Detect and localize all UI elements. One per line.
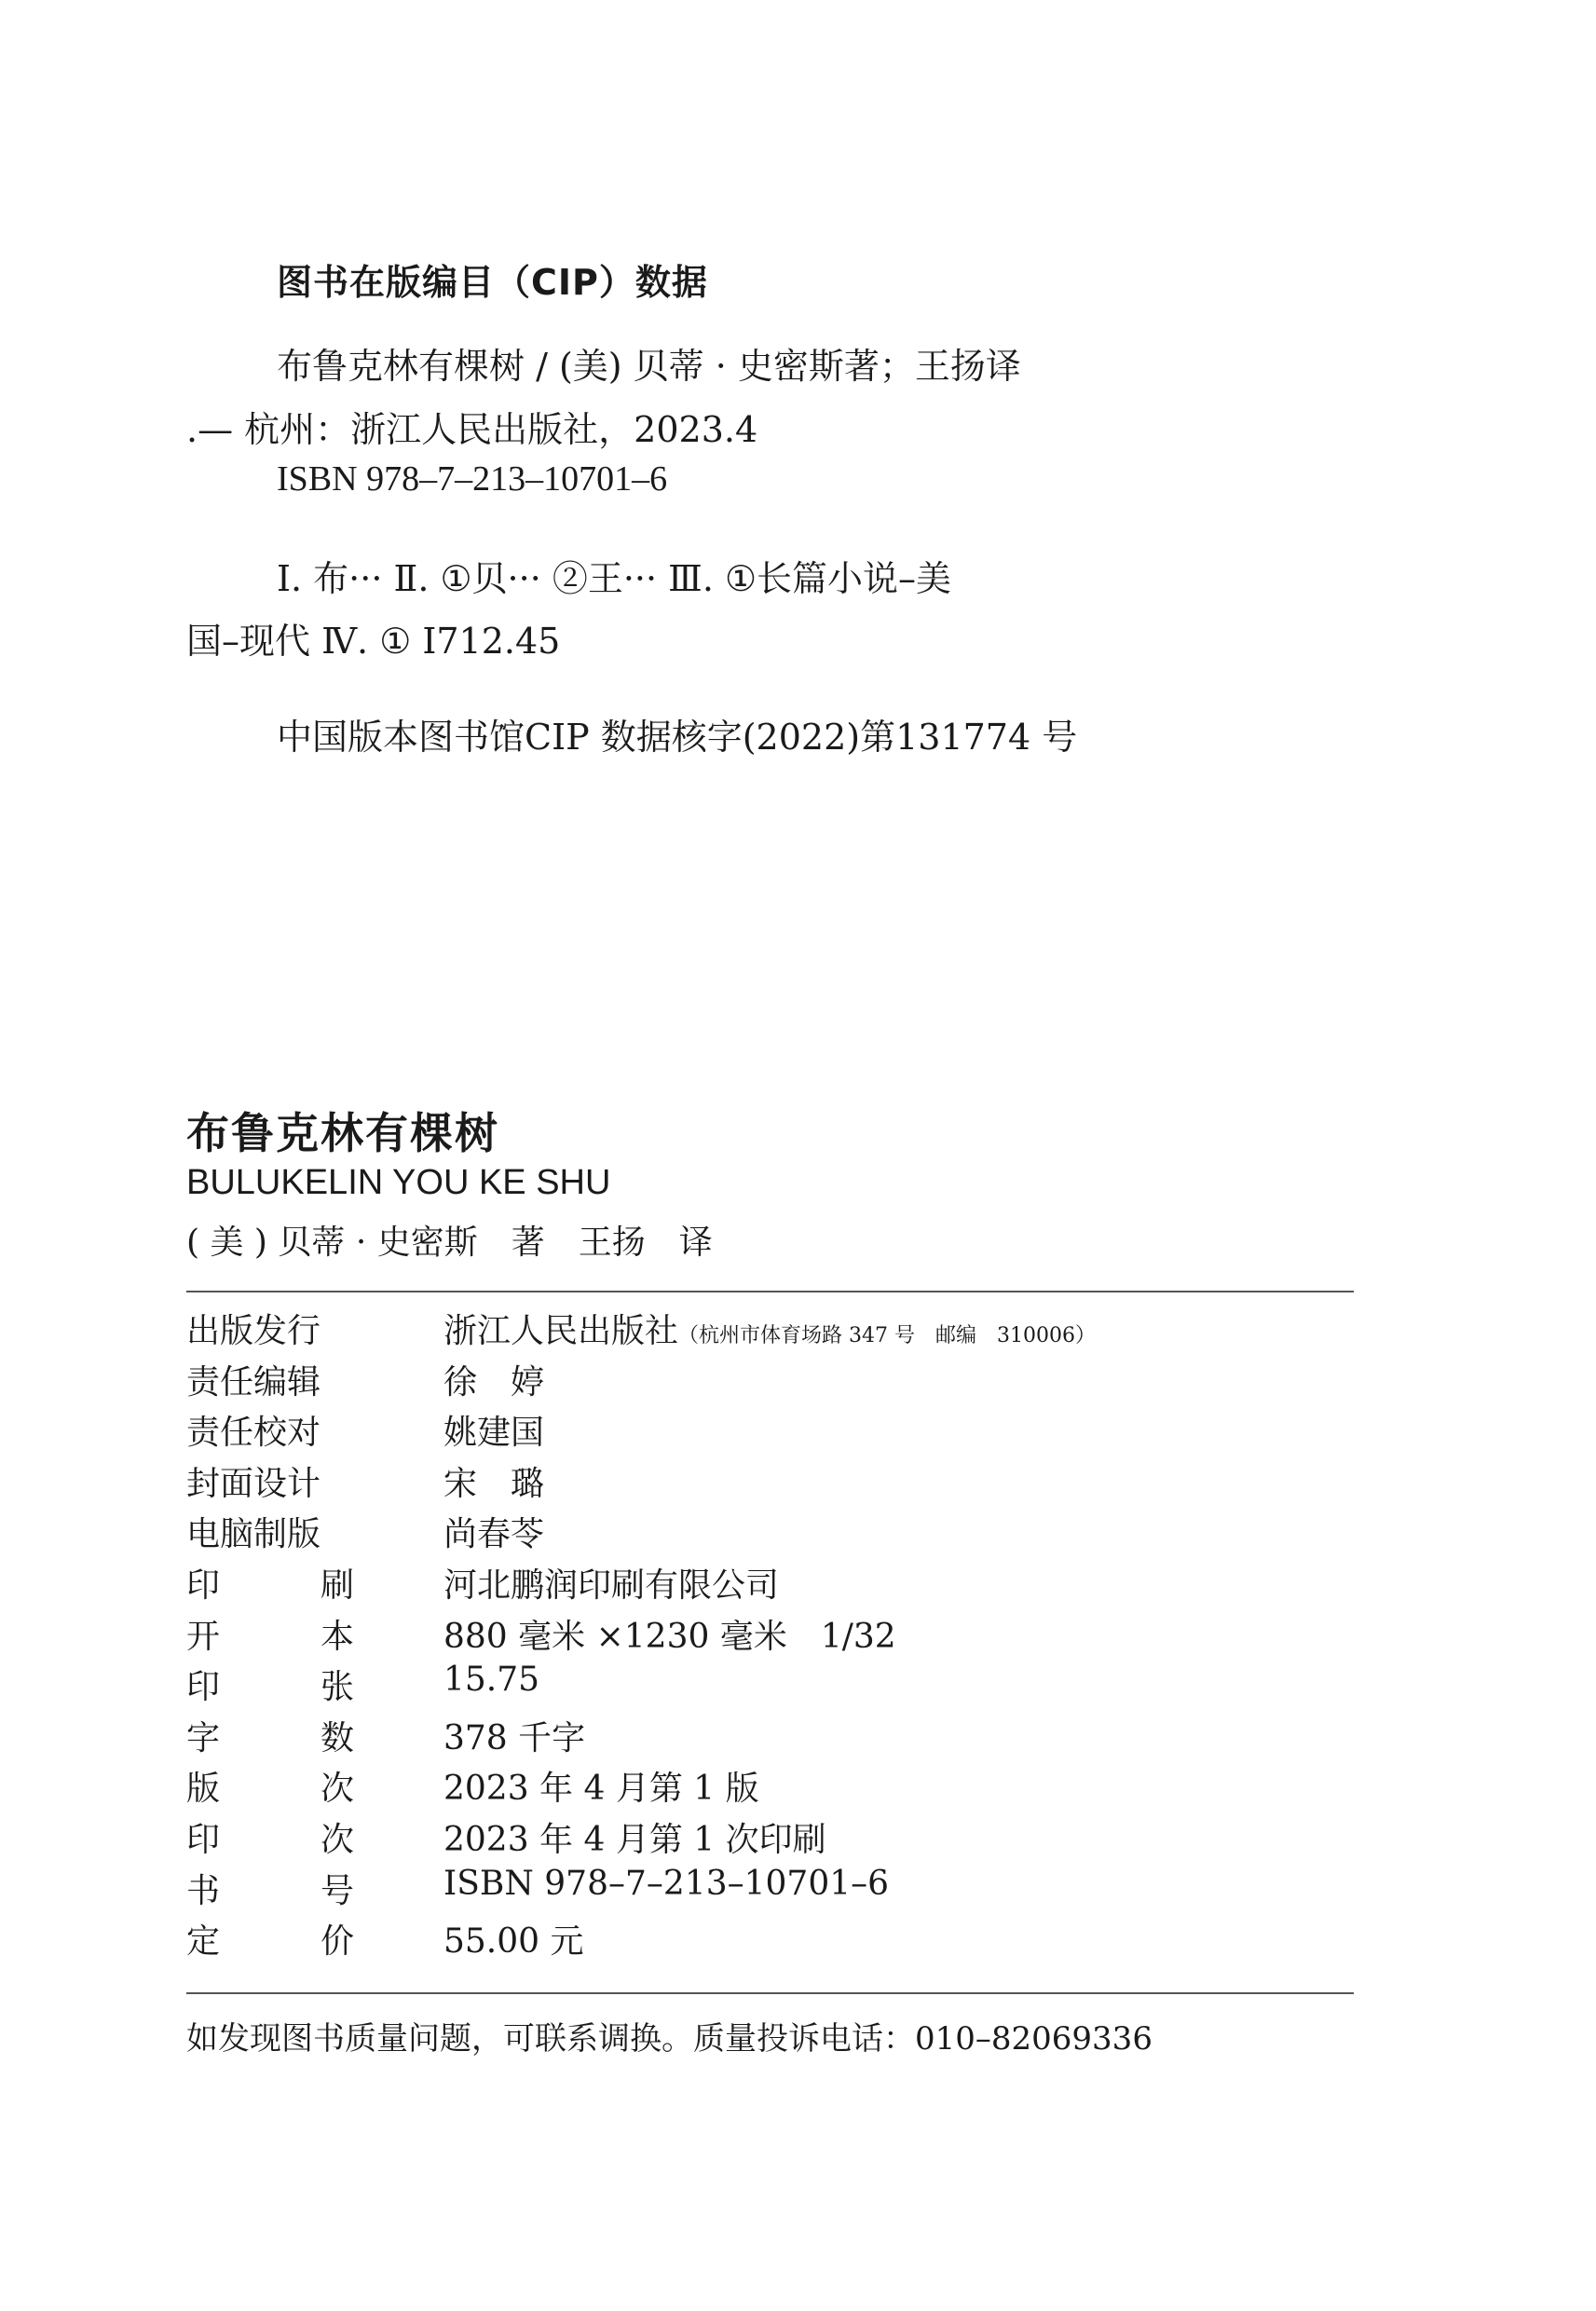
detail-label: 责任编辑 <box>186 1362 321 1402</box>
detail-value: 880 毫米 ×1230 毫米 1/32 <box>443 1617 896 1656</box>
detail-row-typesetting <box>186 1508 1354 1559</box>
detail-label: 定 价 <box>186 1922 354 1962</box>
cip-heading: 图书在版编目（CIP）数据 <box>277 262 708 303</box>
detail-value: 378 千字 <box>443 1718 586 1757</box>
quality-contact-note: 如发现图书质量问题，可联系调换。质量投诉电话：010–82069336 <box>186 2020 1153 2058</box>
detail-label: 出版发行 <box>186 1312 321 1350</box>
detail-row-format <box>186 1610 1354 1661</box>
detail-row-isbn <box>186 1865 1354 1916</box>
detail-value: 徐 婷 <box>443 1362 545 1402</box>
detail-label: 责任校对 <box>186 1414 321 1453</box>
cip-subject-line-1: Ⅰ. 布··· Ⅱ. ①贝··· ②王··· Ⅲ. ①长篇小说–美 <box>277 558 952 599</box>
divider-top <box>186 1291 1354 1292</box>
detail-label: 印 刷 <box>186 1566 354 1605</box>
book-title: 布鲁克林有棵树 <box>186 1108 499 1158</box>
detail-value: 宋 璐 <box>443 1464 545 1503</box>
detail-value: ISBN 978–7–213–10701–6 <box>443 1864 890 1903</box>
detail-row-printing <box>186 1813 1354 1865</box>
cip-verification-line: 中国版本图书馆CIP 数据核字(2022)第131774 号 <box>277 717 1078 758</box>
detail-value: 河北鹏润印刷有限公司 <box>443 1566 780 1605</box>
detail-row-publisher <box>186 1305 1354 1356</box>
detail-label: 开 本 <box>186 1617 354 1656</box>
cip-publisher-line: .— 杭州：浙江人民出版社，2023.4 <box>186 409 758 450</box>
detail-label: 书 号 <box>186 1871 354 1910</box>
detail-row-price <box>186 1915 1354 1966</box>
detail-value: 浙江人民出版社（杭州市体育场路 347 号 邮编 310006） <box>443 1312 1096 1350</box>
detail-label: 封面设计 <box>186 1464 321 1503</box>
detail-value: 姚建国 <box>443 1414 545 1453</box>
detail-row-proofreader <box>186 1406 1354 1457</box>
book-authors: ( 美 ) 贝蒂 · 史密斯 著 王扬 译 <box>186 1224 713 1262</box>
detail-value: 尚春苓 <box>443 1515 545 1554</box>
detail-label: 印 张 <box>186 1668 354 1707</box>
cip-subject-line-2: 国–现代 Ⅳ. ① I712.45 <box>186 621 561 662</box>
detail-row-sheets <box>186 1661 1354 1712</box>
detail-label: 印 次 <box>186 1820 354 1859</box>
detail-label: 字 数 <box>186 1718 354 1757</box>
divider-bottom <box>186 1992 1354 1994</box>
detail-value: 2023 年 4 月第 1 次印刷 <box>443 1820 826 1859</box>
cip-isbn-line: ISBN 978–7–213–10701–6 <box>277 459 668 499</box>
detail-value: 55.00 元 <box>443 1922 584 1962</box>
detail-label: 版 次 <box>186 1770 354 1809</box>
detail-row-cover-design <box>186 1457 1354 1509</box>
book-title-pinyin: BULUKELIN YOU KE SHU <box>186 1163 611 1202</box>
detail-row-word-count <box>186 1712 1354 1763</box>
detail-value: 15.75 <box>443 1661 540 1700</box>
detail-value: 2023 年 4 月第 1 版 <box>443 1770 759 1809</box>
cip-title-line: 布鲁克林有棵树 / (美) 贝蒂 · 史密斯著；王扬译 <box>277 346 1021 387</box>
detail-row-printer <box>186 1559 1354 1610</box>
publication-details <box>186 1305 1354 1966</box>
detail-label: 电脑制版 <box>186 1515 321 1554</box>
detail-row-edition <box>186 1762 1354 1813</box>
publisher-address: （杭州市体育场路 347 号 邮编 310006） <box>678 1324 1096 1347</box>
detail-row-editor <box>186 1356 1354 1407</box>
